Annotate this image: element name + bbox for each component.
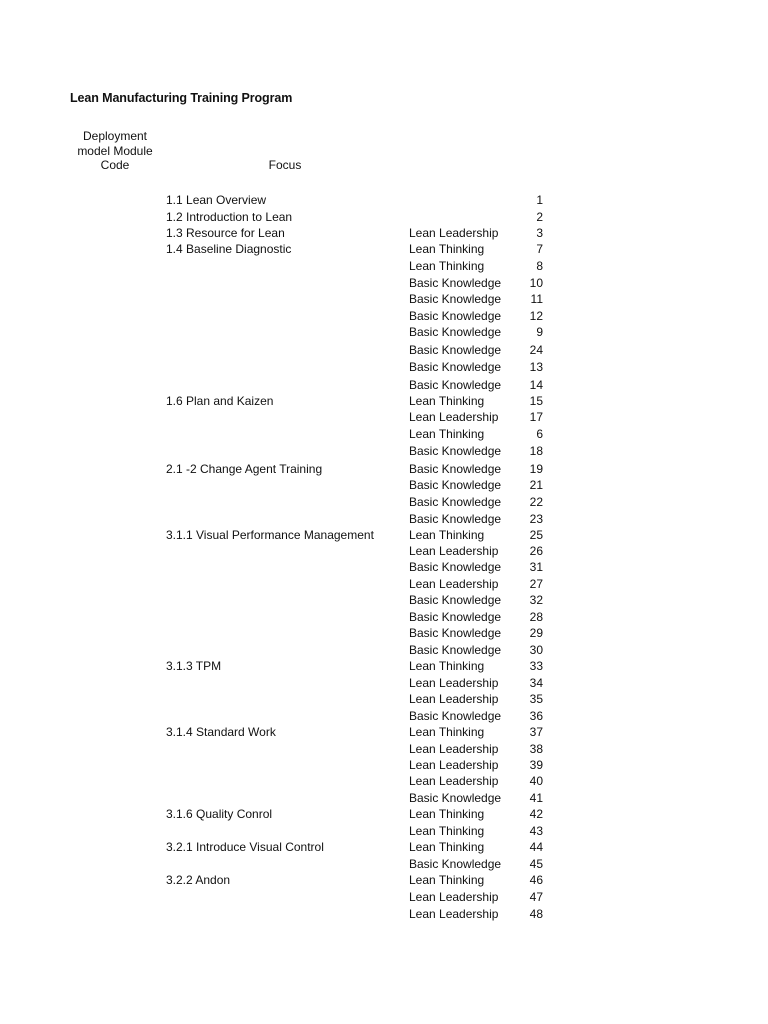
category-cell: Lean Leadership: [409, 907, 499, 921]
table-row: [0, 757, 768, 773]
module-number-cell: 35: [529, 692, 543, 706]
table-row: [0, 225, 768, 241]
category-cell: Lean Thinking: [409, 807, 485, 821]
table-row: [0, 324, 768, 340]
table-row: [0, 258, 768, 274]
category-cell: Basic Knowledge: [409, 709, 502, 723]
category-cell: Basic Knowledge: [409, 560, 502, 574]
module-number-cell: 15: [529, 394, 543, 408]
category-cell: Basic Knowledge: [409, 343, 502, 357]
table-row: [0, 342, 768, 358]
category-cell: Lean Thinking: [409, 528, 485, 542]
module-code-cell: 1.2 Introduction to Lean: [166, 210, 293, 224]
document-title: Lean Manufacturing Training Program: [70, 91, 293, 105]
table-row: [0, 527, 768, 543]
category-cell: Lean Thinking: [409, 394, 485, 408]
module-number-cell: 46: [529, 873, 543, 887]
table-row: [0, 658, 768, 674]
module-number-cell: 36: [529, 709, 543, 723]
module-number-cell: 28: [529, 610, 543, 624]
table-row: [0, 377, 768, 393]
header-line: Deployment: [82, 129, 148, 143]
module-number-cell: 6: [536, 427, 543, 441]
module-number-cell: 38: [529, 742, 543, 756]
category-cell: Lean Thinking: [409, 259, 485, 273]
table-row: [0, 393, 768, 409]
category-cell: Basic Knowledge: [409, 309, 502, 323]
category-cell: Lean Leadership: [409, 410, 499, 424]
table-row: [0, 889, 768, 905]
category-cell: Lean Thinking: [409, 824, 485, 838]
module-code-cell: 3.1.3 TPM: [166, 659, 222, 673]
table-row: [0, 839, 768, 855]
module-code-cell: 3.1.4 Standard Work: [166, 725, 276, 739]
module-number-cell: 32: [529, 593, 543, 607]
category-cell: Basic Knowledge: [409, 378, 502, 392]
module-number-cell: 17: [529, 410, 543, 424]
category-cell: Lean Leadership: [409, 774, 499, 788]
category-cell: Basic Knowledge: [409, 610, 502, 624]
module-number-cell: 12: [529, 309, 543, 323]
table-row: [0, 806, 768, 822]
table-row: [0, 724, 768, 740]
column-header-focus: Focus: [268, 158, 302, 172]
table-row: [0, 741, 768, 757]
category-cell: Basic Knowledge: [409, 626, 502, 640]
module-number-cell: 8: [536, 259, 543, 273]
module-code-cell: 1.4 Baseline Diagnostic: [166, 242, 292, 256]
category-cell: Basic Knowledge: [409, 276, 502, 290]
category-cell: Lean Leadership: [409, 742, 499, 756]
table-row: [0, 773, 768, 789]
category-cell: Basic Knowledge: [409, 643, 502, 657]
table-row: [0, 856, 768, 872]
module-number-cell: 37: [529, 725, 543, 739]
category-cell: Basic Knowledge: [409, 857, 502, 871]
table-row: [0, 494, 768, 510]
table-row: [0, 559, 768, 575]
category-cell: Basic Knowledge: [409, 495, 502, 509]
category-cell: Basic Knowledge: [409, 512, 502, 526]
module-number-cell: 40: [529, 774, 543, 788]
module-number-cell: 44: [529, 840, 543, 854]
category-cell: Basic Knowledge: [409, 360, 502, 374]
table-row: [0, 675, 768, 691]
module-number-cell: 3: [536, 226, 543, 240]
table-row: [0, 823, 768, 839]
module-number-cell: 24: [529, 343, 543, 357]
table-row: [0, 209, 768, 225]
module-number-cell: 27: [529, 577, 543, 591]
table-row: [0, 906, 768, 922]
table-row: [0, 511, 768, 527]
table-row: [0, 592, 768, 608]
table-row: [0, 609, 768, 625]
table-row: [0, 426, 768, 442]
category-cell: Basic Knowledge: [409, 791, 502, 805]
category-cell: Lean Leadership: [409, 226, 499, 240]
module-number-cell: 10: [529, 276, 543, 290]
module-number-cell: 11: [530, 292, 543, 306]
module-code-cell: 1.3 Resource for Lean: [166, 226, 285, 240]
module-code-cell: 3.1.1 Visual Performance Management: [166, 528, 374, 542]
table-row: [0, 708, 768, 724]
category-cell: Basic Knowledge: [409, 478, 502, 492]
module-number-cell: 22: [529, 495, 543, 509]
table-row: [0, 291, 768, 307]
table-row: [0, 872, 768, 888]
module-number-cell: 48: [529, 907, 543, 921]
category-cell: Basic Knowledge: [409, 292, 502, 306]
table-row: [0, 576, 768, 592]
category-cell: Lean Leadership: [409, 676, 499, 690]
table-row: [0, 625, 768, 641]
module-number-cell: 21: [529, 478, 543, 492]
module-number-cell: 9: [536, 325, 543, 339]
module-number-cell: 7: [536, 242, 543, 256]
table-row: [0, 409, 768, 425]
module-number-cell: 33: [529, 659, 543, 673]
module-code-cell: 3.2.1 Introduce Visual Control: [166, 840, 324, 854]
table-row: [0, 308, 768, 324]
module-number-cell: 47: [529, 890, 543, 904]
table-row: [0, 477, 768, 493]
module-number-cell: 25: [529, 528, 543, 542]
module-number-cell: 23: [529, 512, 543, 526]
category-cell: Lean Leadership: [409, 577, 499, 591]
table-row: [0, 443, 768, 459]
table-row: [0, 192, 768, 208]
module-number-cell: 1: [536, 193, 543, 207]
module-number-cell: 14: [529, 378, 543, 392]
module-number-cell: 34: [529, 676, 543, 690]
table-row: [0, 691, 768, 707]
module-number-cell: 18: [529, 444, 543, 458]
category-cell: Lean Thinking: [409, 840, 485, 854]
table-row: [0, 543, 768, 559]
category-cell: Lean Leadership: [409, 544, 499, 558]
module-number-cell: 26: [529, 544, 543, 558]
table-row: [0, 275, 768, 291]
category-cell: Basic Knowledge: [409, 593, 502, 607]
category-cell: Lean Thinking: [409, 725, 485, 739]
category-cell: Lean Thinking: [409, 242, 485, 256]
category-cell: Basic Knowledge: [409, 325, 502, 339]
category-cell: Lean Thinking: [409, 873, 485, 887]
module-number-cell: 45: [529, 857, 543, 871]
module-code-cell: 3.2.2 Andon: [166, 873, 231, 887]
table-row: [0, 790, 768, 806]
module-number-cell: 29: [529, 626, 543, 640]
category-cell: Lean Thinking: [409, 427, 485, 441]
category-cell: Lean Thinking: [409, 659, 485, 673]
module-number-cell: 13: [529, 360, 543, 374]
table-row: [0, 359, 768, 375]
module-number-cell: 42: [529, 807, 543, 821]
module-number-cell: 43: [529, 824, 543, 838]
module-number-cell: 39: [529, 758, 543, 772]
category-cell: Basic Knowledge: [409, 462, 502, 476]
category-cell: Lean Leadership: [409, 890, 499, 904]
module-number-cell: 30: [529, 643, 543, 657]
module-code-cell: 2.1 -2 Change Agent Training: [166, 462, 323, 476]
module-number-cell: 2: [536, 210, 543, 224]
category-cell: Basic Knowledge: [409, 444, 502, 458]
module-number-cell: 19: [529, 462, 543, 476]
module-code-cell: 3.1.6 Quality Conrol: [166, 807, 273, 821]
module-number-cell: 31: [529, 560, 543, 574]
table-row: [0, 642, 768, 658]
category-cell: Lean Leadership: [409, 758, 499, 772]
header-line: model Module: [77, 143, 153, 158]
table-row: [0, 461, 768, 477]
category-cell: Lean Leadership: [409, 692, 499, 706]
module-code-cell: 1.1 Lean Overview: [166, 193, 267, 207]
header-line: Code: [100, 158, 130, 172]
module-code-cell: 1.6 Plan and Kaizen: [166, 394, 274, 408]
table-row: [0, 241, 768, 257]
module-number-cell: 41: [529, 791, 543, 805]
